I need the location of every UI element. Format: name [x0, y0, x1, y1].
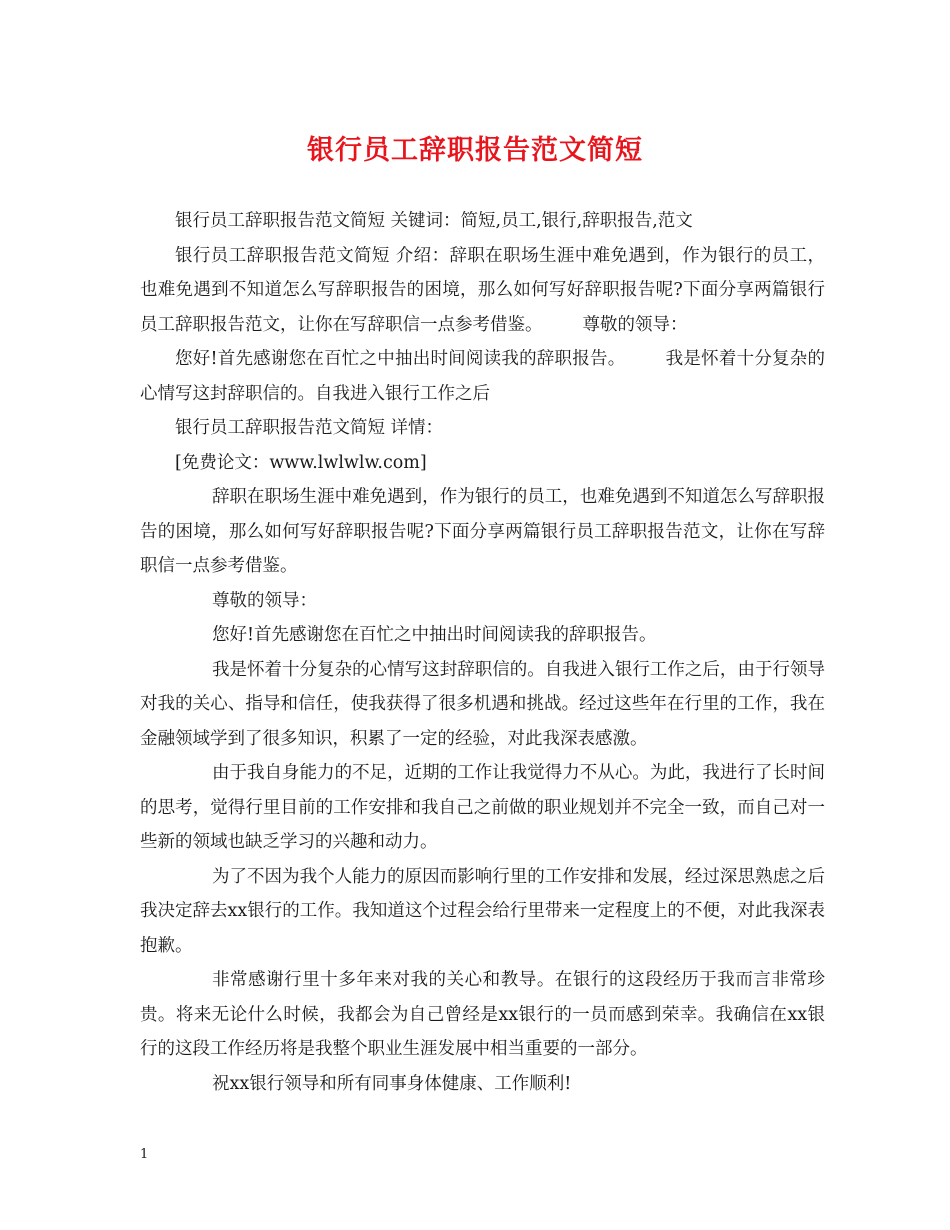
intro-paragraph — [140, 239, 825, 343]
keywords-paragraph: 银行员工辞职报告范文简短 关键词：简短,员工,银行,辞职报告,范文 — [175, 211, 693, 231]
page-number: 1 — [140, 1147, 149, 1162]
body-paragraph: 由于我自身能力的不足，近期的工作让我觉得力不从心。为此，我进行了长时间的思考，觉得行里目前的工作安排和我自己之前做的职业规划并不完全一致，而自己对一些新的领域也缺乏学习的兴趣和动力。 — [140, 763, 825, 852]
intro-excerpt: 我是怀着十分复杂的心情写这封辞职信的。自我进入银行工作之后 — [140, 349, 826, 404]
closing-wish: 祝xx银行领导和所有同事身体健康、工作顺利! — [212, 1073, 572, 1094]
greeting: 您好!首先感谢您在百忙之中抽出时间阅读我的辞职报告。 — [212, 625, 657, 645]
intro-salutation: 尊敬的领导： — [582, 314, 688, 335]
document-title: 银行员工辞职报告范文简短 — [307, 135, 643, 166]
source-link: [免费论文：www.lwlwlw.com] — [175, 452, 427, 473]
details-heading: 银行员工辞职报告范文简短 详情： — [175, 418, 444, 438]
body-paragraph: 非常感谢行里十多年来对我的关心和教导。在银行的这段经历于我而言非常珍贵。将来无论什么时候，我都会为自己曾经是xx银行的一员而感到荣幸。我确信在xx银行的这段工作经历将是我整个职业生涯发展中相当重要的一部分。 — [140, 970, 825, 1059]
body-paragraph: 辞职在职场生涯中难免遇到，作为银行的员工，也难免遇到不知道怎么写辞职报告的困境，那么如何写好辞职报告呢?下面分享两篇银行员工辞职报告范文，让你在写辞职信一点参考借鉴。 — [140, 487, 825, 576]
salutation: 尊敬的领导： — [212, 590, 317, 611]
body-paragraph: 我是怀着十分复杂的心情写这封辞职信的。自我进入银行工作之后，由于行领导对我的关心、指导和信任，使我获得了很多机遇和挑战。经过这些年在行里的工作，我在金融领域学到了很多知识，积累了一定的经验，对此我深表感激。 — [140, 659, 825, 749]
intro-text: 银行员工辞职报告范文简短 介绍：辞职在职场生涯中难免遇到，作为银行的员工，也难免遇到不知道怎么写辞职报告的困境，那么如何写好辞职报告呢?下面分享两篇银行员工辞职报告范文，让你在写辞职信一点参考借鉴。 — [140, 245, 825, 335]
intro-greeting-paragraph — [140, 342, 825, 411]
body-paragraph: 为了不因为我个人能力的原因而影响行里的工作安排和发展，经过深思熟虑之后我决定辞去xx银行的工作。我知道这个过程会给行里带来一定程度上的不便，对此我深表抱歉。 — [140, 866, 825, 956]
document-body — [140, 204, 825, 1101]
intro-greeting: 您好!首先感谢您在百忙之中抽出时间阅读我的辞职报告。 — [175, 349, 626, 369]
